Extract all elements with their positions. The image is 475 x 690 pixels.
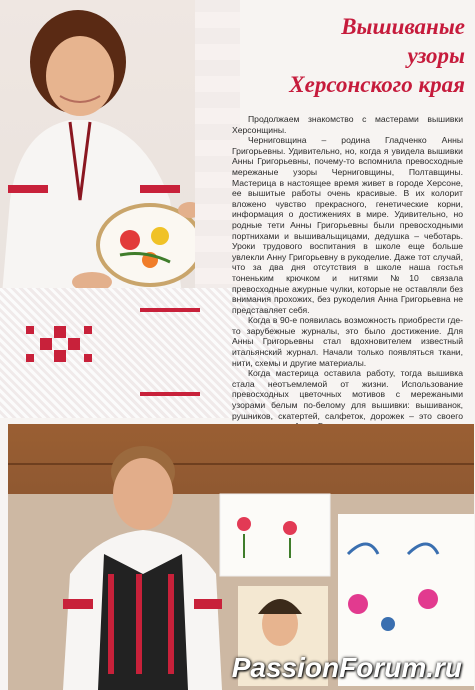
title-line-3: Херсонского края — [289, 72, 465, 97]
paragraph: Когда в 90-е появилась возможность приобрести где-то зарубежные журналы, это было достижение. Для Анны Григорьевны стал вдохновителем известный итальянский журнал. Начали только появляться ткани, нити, схемы и другие материалы. — [232, 315, 463, 368]
lower-photo-illustration — [8, 424, 474, 690]
lower-photo-with-embroideries — [8, 424, 474, 690]
portrait-photo-embroidery-hoop — [0, 0, 220, 318]
article-title — [220, 12, 465, 99]
watermark: PassionForum.ru — [231, 652, 462, 683]
title-line-2: узоры — [407, 43, 465, 68]
paragraph: Когда мастерица оставила работу, тогда вышивка стала неотъемлемой от жизни. Использование превосходных цветочных мотивов с мережаными узорами белым по-белому для вышивки: вышиванок, рушников, скатертей, салфеток, дорожек – это своего — [232, 368, 463, 421]
article-body — [232, 114, 463, 432]
title-line-1: Вышиваные — [341, 14, 465, 39]
paragraph: Продолжаем знакомство с мастерами вышивки Херсонщины. — [232, 114, 463, 135]
portrait-illustration — [0, 0, 220, 318]
paragraph: Черниговщина – родина Гладченко Анны Григорьевны. Удивительно, но, когда я увидела вышивки Анны Григорьевны, почему-то вспомнила превосходные мережаные узоры Черниговщины, Полтавщины. Мастерица в настоящее время живет в городе Херсоне, ее вышитые работы очень красивые. В их колорит вложено чувство прекрасного, генетические корни, информация о достижениях в мире. Удивительно, но родные тети Анны Григорьевны были превосходными портнихами и вышивальщицами, дедушка – чеботарь. Уроки трудового воспитания в школе еще больше увлекли Анну Григорьевну в рукоделие. Даже тот случай, что за два дня отсутствия в школе наша гостья тоненьким крючком и нитями №10 связала превосходные ажурные чулки, которые не оставляли без внимания прохожих, без рукоделия Анна Григорьевна не представляет себя. — [232, 135, 463, 315]
